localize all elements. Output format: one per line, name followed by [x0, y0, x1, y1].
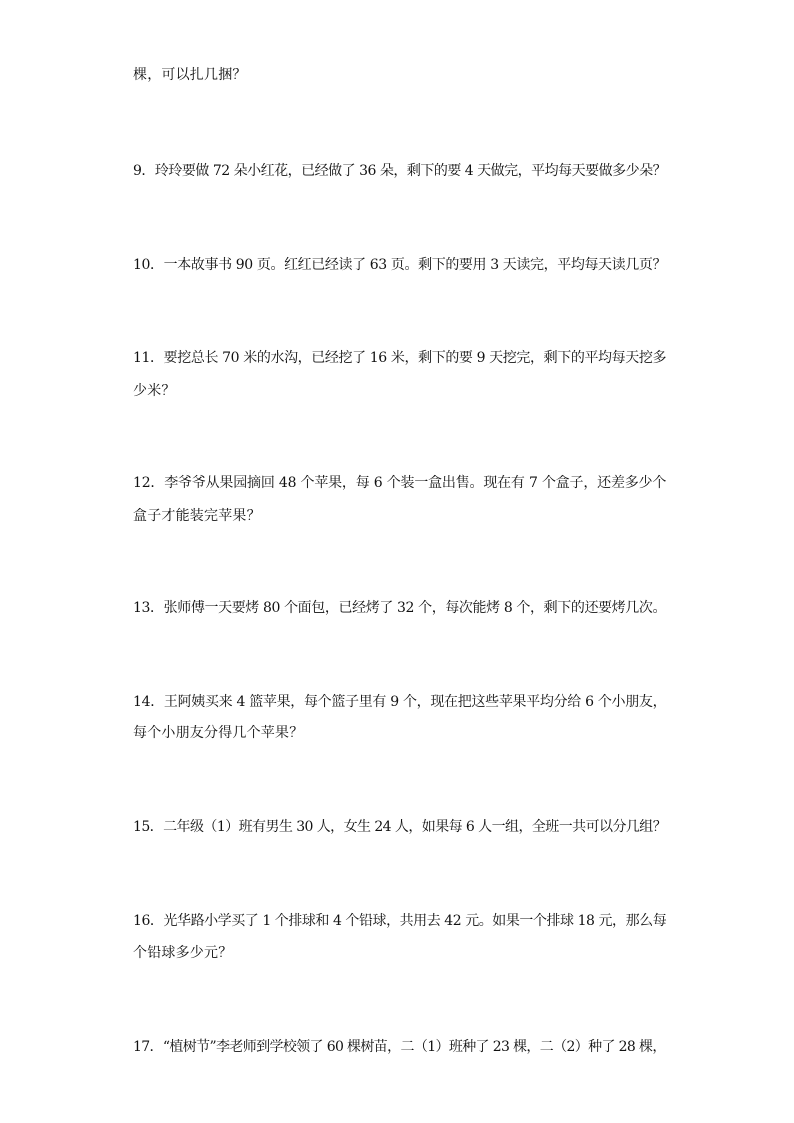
problem-14-line-2: 每个小朋友分得几个苹果？	[133, 725, 304, 741]
problem-12-line-1: 12．李爷爷从果园摘回 48 个苹果，每 6 个装一盒出售。现在有 7 个盒子，还差多少个	[133, 475, 667, 491]
problem-13: 13．张师傅一天要烤 80 个面包，已经烤了 32 个，每次能烤 8 个，剩下的还要烤几次。	[133, 600, 667, 616]
problem-11-line-2: 少米？	[133, 383, 176, 399]
problem-16-line-2: 个铅球多少元？	[133, 945, 233, 961]
problem-9: 9．玲玲要做 72 朵小红花，已经做了 36 朵，剩下的要 4 天做完，平均每天要做多少朵？	[133, 163, 667, 179]
problem-12-line-2: 盒子才能装完苹果？	[133, 508, 261, 524]
problem-11-line-1: 11．要挖总长 70 米的水沟，已经挖了 16 米，剩下的要 9 天挖完，剩下的平均每天挖多	[133, 350, 667, 366]
problem-8-continuation: 棵，可以扎几捆？	[133, 67, 247, 83]
problem-16-line-1: 16．光华路小学买了 1 个排球和 4 个铅球，共用去 42 元。如果一个排球 18 元，那么每	[133, 913, 667, 929]
problem-17-line-1: 17．“植树节”李老师到学校领了 60 棵树苗，二（1）班种了 23 棵，二（2）种了 28 棵，	[133, 1039, 666, 1055]
problem-10: 10．一本故事书 90 页。红红已经读了 63 页。剩下的要用 3 天读完，平均每天读几页？	[133, 257, 667, 273]
problem-15: 15．二年级（1）班有男生 30 人，女生 24 人，如果每 6 人一组，全班一共可以分几组？	[133, 819, 667, 835]
problem-14-line-1: 14．王阿姨买来 4 篮苹果，每个篮子里有 9 个，现在把这些苹果平均分给 6 个小朋友，	[133, 694, 667, 710]
